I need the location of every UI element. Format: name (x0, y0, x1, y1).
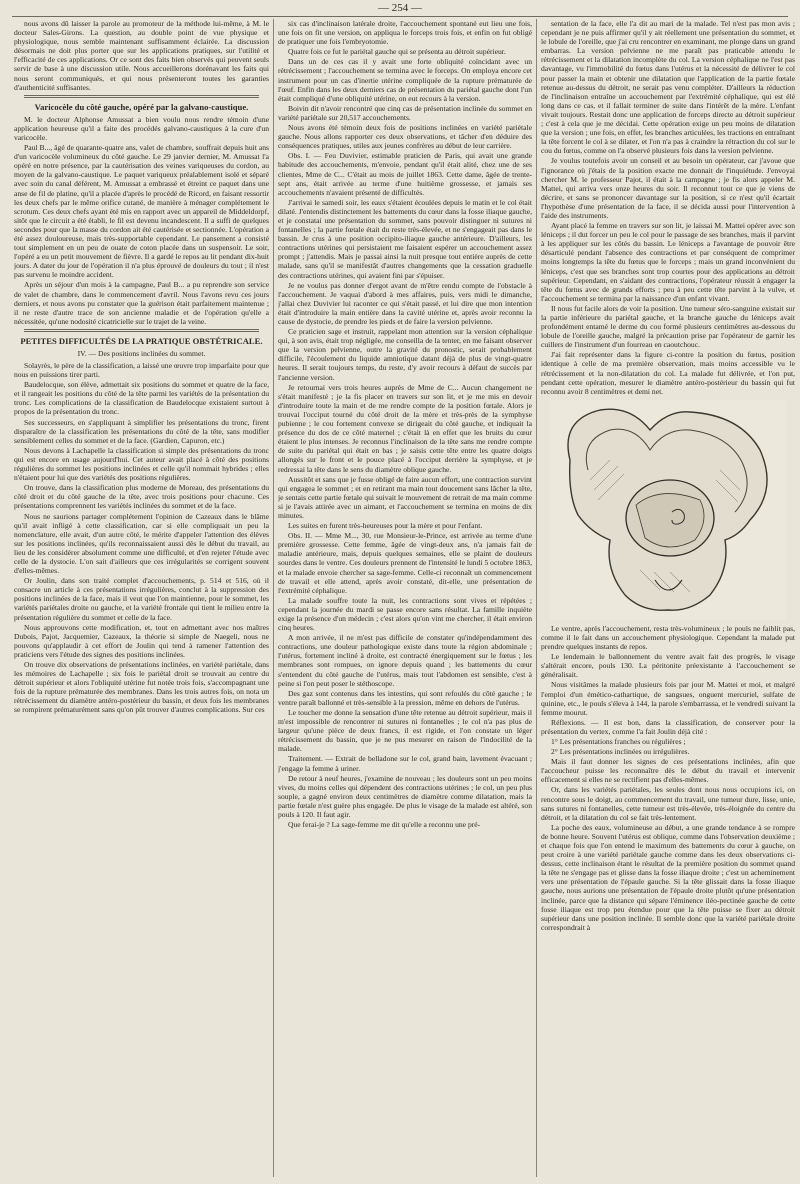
paragraph: Solayrès, le père de la classification, a laissé une œuvre trop imparfaite pour que nous en puissions tirer parti. (14, 361, 269, 380)
paragraph: Nous visitâmes la malade plusieurs fois par jour M. Mattei et moi, et malgré l'emploi d'un émético-cathartique, de sangsues, onguent mercuriel, sulfate de quinine, etc., le pouls s'éleva à 144, la parole s'embarrassa, et le vendredi suivant la femme mourut. (541, 680, 795, 717)
column-3 (541, 19, 795, 1179)
paragraph: Obs. II. — Mme M..., 30, rue Monsieur-le-Prince, est arrivée au terme d'une première grossesse. Cette femme, âgée de vingt-deux ans, n'a jamais fait de maladie antérieure, mais, depuis quelques semaines, elle se plaint de douleurs sourdes dans le ventre. Ces douleurs prennent de l'intensité le lundi 5 octobre 1863, et la malade envoie chercher sa sage-femme. Celle-ci reconnaît un commencement de travail et elle attend, après avoir constaté, dit-elle, une présentation de l'extrémité céphalique. (278, 531, 532, 595)
paragraph: Je ne voulus pas donner d'ergot avant de m'être rendu compte de l'obstacle à l'accouchement. Je vaquai d'abord à mes affaires, puis, vers midi le dimanche, j'allai chez Duvivier lui raconter ce qui s'était passé, et lui dire que mon intention était d'introduire la main entière dans la cavité utérine et, après avoir reconnu la cause de dystocie, de prendre les pieds et de faire la version pelvienne. (278, 280, 532, 326)
paragraph: Obs. I. — Feu Duvivier, estimable praticien de Paris, qui avait une grande habitude des accouchements, m'envoie, pendant qu'il était alité, chez une de ses clientes, Mme de C... C'était au mois de juillet 1863. Cette dame, âgée de trente-sept ans, était arrivée au terme d'une huitième grossesse, et jamais ses accouchements n'avaient présenté de difficultés. (278, 151, 532, 197)
paragraph: La poche des eaux, volumineuse au début, a une grande tendance à se rompre de bonne heure. Souvent l'utérus est oblique, comme dans l'observation deuxième ; et chaque fois que l'on entend le maximum des battements du cœur à gauche, on peut croire à une variété pariétale gauche comme dans les deux observations ci-dessus, cette inclinaison étant le résultat de la première position du sommet quand la tête ne s'engage pas et glisse dans la fosse iliaque droite ; c'est un acheminement vers une présentation de l'épaule gauche. Si la tête glissait dans la fosse iliaque gauche, nous aurions une présentation de l'épaule droite plutôt qu'une présentation inclinée, parce que la distance qui sépare l'éminence iléo-pectinée gauche de cette fosse iliaque est trop peu étendue pour que la tête puisse se fixer au détroit supérieur dans une position inclinée. Il semble donc que la variété pariétale droite correspondrait à (541, 822, 795, 932)
paragraph: sentation de la face, elle l'a dit au mari de la malade. Tel n'est pas mon avis ; cependant je ne puis affirmer qu'il y ait réellement une présentation du sommet, et le lobule de l'oreille, que j'ai cru rencontrer en examinant, me plonge dans un grand embarras. La version pelvienne ne me paraît pas praticable attendu le rétrécissement et la dilatation incomplète du col. La version céphalique ne l'est pas davantage, vu l'immobilité du fœtus dans l'utérus et la nécessité de délivrer le col pour passer la main et obtenir une dilatation que l'application de la partie fœtale retenue au-dessus du détroit, ne serait pas venu compléter. D'ailleurs la réduction de l'inclinaison entraîne un accouchement par l'extrémité céphalique, qui est élé long dans ce cas, et il fallait terminer de suite dans l'intérêt de la mère. L'enfant vivait toujours. Restait donc une application de forceps directe au détroit supérieur ; c'est à cela que je me décidai. Cette opération exige un peu moins de dilatation que la version ; une fois, en effet, les branches articulées, les tractions en entraînant la tête forcent le col à se dilater, et l'on n'a pas à craindre la rétraction du col sur le cou du fœtus, comme on l'a observé plusieurs fois dans la version pelvienne. (541, 19, 795, 156)
paragraph: Boivin dit n'avoir rencontré que cinq cas de présentation inclinée du sommet en variété pariétale sur 20,517 accouchements. (278, 103, 532, 122)
paragraph: Je voulus toutefois avoir un conseil et au besoin un opérateur, car j'avoue que l'ignorance où j'étais de la position exacte me donnait de l'inquiétude. J'envoyai chercher M. le professeur Pajot, il était à la campagne ; je fis alors appeler M. Mattei, qui arriva vers onze heures du soir. Il reconnut tout ce que je viens de décrire, et sans se prononcer davantage sur la position, si ce n'est qu'il écartait l'hypothèse d'une présentation de la face, il se décida aussi pour l'intervention à l'aide des instruments. (541, 156, 795, 220)
column-separator (273, 19, 274, 1177)
paragraph: La malade souffre toute la nuit, les contractions sont vives et répétées ; cependant la journée du mardi se passe encore sans résultat. La famille inquiète exige la présence d'un médecin ; c'est alors qu'on vint me chercher, il était environ cinq heures. (278, 595, 532, 633)
paragraph: Paul B..., âgé de quarante-quatre ans, valet de chambre, souffrait depuis huit ans d'un varicocèle volumineux du côté gauche. Le 29 janvier dernier, M. Amussat l'a opéré en notre présence, par la cautérisation des veines variqueuses du cordon, au moyen de la galvano-caustique. Le paquet variqueux préalablement isolé et séparé avec soin du canal déférent, M. Amussat a embrassé et étreint ce paquet dans une anse de fil de platine, qu'il a placée d'après le procédé de Ricord, en faisant ressortir les deux chefs par le même orifice cutané, de manière à ménager complétement le scrotum. Ces deux chefs ayant été mis en rapport avec un appareil de Middeldorpf, sitôt que le circuit a été établi, le fil est devenu incandescent. Il a suffi de quelques secondes pour que la masse du cordon ait été cautérisée et sectionnée. L'opération a été assez douloureuse, mais très-supportable cependant. Le pansement a consisté tout simplement en un peu de ouate de coton placée dans un suspensoir. Le soir, l'opéré a eu un petit mouvement de fièvre. Il a gardé le repos au lit pendant dix-huit jours. A dater du jour de l'opération il n'a plus éprouvé de douleurs du tout ; il n'est pas survenu le moindre accident. (14, 143, 269, 280)
paragraph: Baudelocque, son élève, admettait six positions du sommet et quatre de la face, et il rangeait les positions du côté de la tête parmi les variétés de la présentation du tronc. Les complications de la classification de Baudelocque existaient surtout à propos de la présentation du tronc. (14, 380, 269, 417)
paragraph: Les suites en furent très-heureuses pour la mère et pour l'enfant. (288, 521, 483, 531)
section-divider (24, 95, 259, 98)
section-title: PETITES DIFFICULTÉS DE LA PRATIQUE OBSTÉTRICALE. (20, 335, 263, 346)
section-title: Varicocèle du côté gauche, opéré par la galvano-caustique. (34, 101, 249, 112)
paragraph: Traitement. — Extrait de belladone sur le col, grand bain, lavement évacuant ; j'engage la femme à uriner. (278, 754, 532, 773)
paragraph: Je retournai vers trois heures auprès de Mme de C... Aucun changement ne s'était manifesté ; je la fis placer en travers sur son lit, et je me mis en devoir d'introduire toute la main et de me rendre compte de la position fœtale. Alors je trouvai l'occiput tourné du côté droit de la mère et très-près de la symphyse pubienne ; le cou fortement convexe se dirigeait du côté gauche, et indiquait la présence du dos de ce côté maternel ; c'était là en effet que les bruits du cœur étaient le plus intenses. Je reconnus l'inclinaison de la tête sans me rendre compte de suite du pariétal qui était en bas ; je saisis cette tête entre les quatre doigts allongés sur le front et le pouce placé à l'occiput derrière la symphyse, et je redressai la tête dans le sens du diamètre oblique gauche. (278, 382, 532, 474)
section-subtitle: IV. — Des positions inclinées du sommet. (77, 348, 206, 358)
paragraph: J'ai fait représenter dans la figure ci-contre la position du fœtus, position identique à celle de ma première observation, mais moins accessible vu le rétrécissement et la non-dilatation du col. La malade fut délivrée, et l'on put, pendant cette opération, mesurer le diamètre antéro-postérieur du bassin qui fut reconnu avoir 8 centimètres et demi net. (541, 350, 795, 396)
paragraph: Ce praticien sage et instruit, rappelant mon attention sur la version céphalique qui, à son avis, était trop négligée, me conseilla de la tenter, en me faisant observer que la version pelvienne, outre la gravité du pronostic, serait probablement difficile, l'écoulement du liquide amniotique datant déjà de plus de vingt-quatre heures. Il serait toujours temps, du reste, d'y avoir recours à défaut de succès par l'ancienne version. (278, 327, 532, 382)
paragraph: Il nous fut facile alors de voir la position. Une tumeur séro-sanguine existait sur la partie inférieure du pariétal gauche, et la branche gauche du léniceps avait profondément entamé le derme du cou formé plusieurs centimètres au-dessous du lobule de l'oreille gauche, malgré la précaution prise par l'opérateur de garnir les cuillers de l'instrument d'un fourreau en caoutchouc. (541, 303, 795, 350)
paragraph: Quatre fois ce fut le pariétal gauche qui se présenta au détroit supérieur. (288, 47, 506, 57)
fetal-face (636, 493, 704, 546)
paragraph: nous avons dû laisser la parole au promoteur de la méthode lui-même, à M. le docteur Sales-Girons. La question, au double point de vue physique et physiologique, nous semble maintenant suffisamment éclairée. La discussion désormais ne doit plus porter que sur les applications pratiques, sur l'utilité et l'efficacité de ces applications. Or ce sont des faits bien observés qui peuvent seuls servir de base à une discussion utile. Nous accueillerons dorénavant les faits qui nous seront communiqués, et qui nous présenteront toutes les garanties d'authenticité suffisantes. (14, 19, 269, 92)
page-number: — 254 — (378, 2, 422, 14)
paragraph: Dans un de ces cas il y avait une forte obliquité coïncidant avec un rétrécissement ; l'accouchement se termina avec le forceps. On employa encore cet instrument pour un cas d'inertie utérine compliquée de la rupture prématurée de l'œuf. Enfin dans les deux derniers cas de présentation du pariétal gauche dont l'un était compliqué d'une obliquité utérine, on eut recours à la version. (278, 57, 532, 103)
paragraph: On trouve, dans la classification plus moderne de Moreau, des présentations du côté droit et du côté gauche de la tête, avec trois positions pour chacune. Ces présentations comprennent les variétés inclinées du sommet et de la face. (14, 483, 269, 511)
paragraph: Le lendemain le ballonnement du ventre avait fait des progrès, le visage s'altérait encore, pouls 130. La péritonite préexistante à l'accouchement se généralisait. (541, 652, 795, 680)
paragraph: Le toucher me donne la sensation d'une tête retenue au détroit supérieur, mais il m'est impossible de rencontrer ni sutures ni fontanelles ; le col n'a pas plus de largeur qu'une pièce de deux francs, il est rigide, et l'on constate un léger rétrécissement du bassin, que je ne pus mesurer en raison de l'indocilité de la malade. (278, 707, 532, 754)
paragraph: A mon arrivée, il ne m'est pas difficile de constater qu'indépendamment des contractions, une douleur pathologique existe dans toute la région abdominale ; l'utérus, fortement incliné à droite, est contracté énergiquement sur le fœtus ; les membranes sont rompues, on ignore depuis quand ; les battements du cœur s'entendent du côté gauche de l'utérus, mais tout l'abdomen est sensible, c'est à peine si l'on peut poser le stéthoscope. (278, 633, 532, 688)
column-1 (14, 19, 269, 1179)
paragraph: Or, dans les variétés pariétales, les seules dont nous nous occupions ici, on rencontre sous le doigt, au commencement du travail, une tumeur dure, lisse, unie, sans sutures ni fontanelles, cette tumeur est très-élevée, très-éloignée du centre du détroit, et la dilatation du col se fait très-lentement. (541, 785, 795, 822)
paragraph: Aussitôt et sans que je fusse obligé de faire aucun effort, une contraction survint qui engagea le sommet ; et en retirant ma main tout doucement sans lâcher la tête, je sentais cette partie fœtale qui suivait le mouvement de retrait de ma main comme si je l'avais attirée avec un aimant, et l'accouchement se termina en moins de dix minutes. (278, 474, 532, 520)
header-rule (12, 16, 788, 17)
column-separator (536, 19, 537, 1177)
paragraph: Ses successeurs, en s'appliquant à simplifier les présentations du tronc, firent disparaître de la classification les présentations du côté de la tête, sans modifier sensiblement celles du sommet et de la face. (Gardien, Capuron, etc.) (14, 417, 269, 445)
paragraph: Or Joulin, dans son traité complet d'accouchements, p. 514 et 516, où il consacre un article à ces présentations irrégulières, conclut à la suppression des positions inclinées de la face, mais il veut que l'on maintienne, pour le sommet, les variétés pariétales droite ou gauche, et la variété frontale qui tient le milieu entre la présentation régulière du sommet et celle de la face. (14, 576, 269, 622)
paragraph: Nous avons été témoin deux fois de positions inclinées en variété pariétale gauche. Nous allons rapporter ces deux observations, et tâcher d'en déduire des conséquences pratiques, utiles aux jeunes confrères au début de leur carrière. (278, 123, 532, 151)
paragraph: M. le docteur Alphonse Amussat a bien voulu nous rendre témoin d'une application heureuse qu'il a faite des procédés galvano-caustiques à la cure d'un varicocèle. (14, 114, 269, 142)
section-divider (24, 329, 259, 332)
paragraph: Réflexions. — Il est bon, dans la classification, de conserver pour la présentation du vertex, comme l'a fait Joulin déjà cité : (541, 717, 795, 736)
paragraph: Le ventre, après l'accouchement, resta très-volumineux ; le pouls ne faiblit pas, comme il le fait dans un accouchement physiologique. Cependant la malade put prendre quelques instants de repos. (541, 623, 795, 652)
paragraph: J'arrivai le samedi soir, les eaux s'étaient écoulées depuis le matin et le col était dilaté. J'entendis distinctement les battements du cœur dans la fosse iliaque gauche, et je constatai une présentation du sommet, sans pouvoir distinguer ni sutures ni fontanelles ; la partie fœtale était du reste très-élevée, et ne s'engageait pas dans le bassin. Je crus à une position occipito-iliaque gauche antérieure. D'ailleurs, les contractions utérines qui persistaient me faisaient espérer un accouchement assez prompt ; j'attendis. Mais je passai ainsi la nuit presque tout entière auprès de cette malade, sans qu'il se manifestât d'autres changements que la cessation graduelle des contractions utérines, qui avaient fini par s'épuiser. (278, 197, 532, 280)
paragraph: Mais il faut donner les signes de ces présentations inclinées, afin que l'accoucheur puisse les reconnaître dès le début du travail et intervenir efficacement si elles ne se rectifient pas d'elles-mêmes. (541, 757, 795, 785)
paragraph: On trouve dix observations de présentations inclinées, en variété pariétale, dans les mémoires de Lachapelle ; six fois le pariétal droit se trouvait au centre du détroit supérieur et alors l'obliquité utérine fut notée trois fois, s'accompagnant une fois de la rupture prématurée des membranes. Dans les trois autres fois, on nota un rétrécissement du diamètre antéro-postérieur du bassin, et deux fois les membranes se rompirent prématurément sans qu'on pût trouver d'autres complications. Sur ces (14, 660, 269, 715)
paragraph: De retour à neuf heures, j'examine de nouveau ; les douleurs sont un peu moins vives, du moins celles qui dépendent des contractions utérines ; le col, un peu plus souple, a gagné environ deux centimètres de diamètre comme dilatation, mais la partie fœtale n'est guère plus engagée. De plus le visage de la malade est altéré, son pouls à 120. Il faut agir. (278, 773, 532, 819)
paragraph: Après un séjour d'un mois à la campagne, Paul B... a pu reprendre son service de valet de chambre, dans le commencement d'avril. Nous l'avons revu ces jours derniers, et nous avons pu constater que la guérison était parfaitement maintenue ; il ne reste d'autre trace de son ancienne maladie et de l'opération qu'elle a nécessitée, qu'une nodosité cicatricielle sur le trajet de la veine. (14, 280, 269, 326)
paragraph: Nous approuvons cette modification, et, tout en admettant avec nos maîtres Dubois, Pajot, Jacquemier, Cazeaux, la théorie si simple de Naegeli, nous ne pouvons qu'applaudir à cet effort de Joulin qui tend à ramener l'attention des praticiens vers l'étude des signes des positions inclinées. (14, 622, 269, 659)
paragraph: Ayant placé la femme en travers sur son lit, je laissai M. Mattei opérer avec son léniceps ; il dut forcer un peu le col pour le passage de ses branches, mais il parvint à les appliquer sur les côtés du bassin. Le léniceps a l'avantage de pouvoir être désarticulé pendant l'absence des contractions et par conséquent de comprimer moins longtemps la tête du fœtus que le forceps ; mais un grand inconvénient du léniceps, c'est que ses branches sont trop courtes pour des applications au détroit supérieur. Cependant, en s'aidant des contractions, l'opérateur réussit à engager la tête du fœtus avec de grands efforts ; peu à peu cette tête parvint à la vulve, et l'accouchement se termina par la naissance d'un enfant vivant. (541, 221, 795, 303)
paragraph: 1° Les présentations franches ou régulières ; (551, 736, 686, 746)
paragraph: six cas d'inclinaison latérale droite, l'accouchement spontané eut lieu une fois, une fois on fit une version, on appliqua le forceps trois fois, et enfin on fut obligé de pratiquer une fois l'embryotomie. (278, 19, 532, 47)
paragraph: Nous ne saurions partager complétement l'opinion de Cazeaux dans le blâme qu'il avait infligé à cette classification, car si elle compliquait un peu la nomenclature, elle avait, d'un autre côté, le mérite d'appeler l'attention des élèves sur les positions inclinées, qu'ils reconnaissaient aussi dès le début du travail, au lieu de les considérer absolument comme une difficulté, et d'en rejeter l'étude avec celle de la dystocie. L'on sait d'ailleurs que ces irrégularités se corrigent souvent d'elles-mêmes. (14, 511, 269, 576)
column-2 (278, 19, 532, 1179)
paragraph: Que ferai-je ? La sage-femme me dit qu'elle a reconnu une pré- (288, 820, 481, 830)
pelvis-fetus-figure (550, 400, 786, 620)
paragraph: Nous devons à Lachapelle la classification si simple des présentations du tronc qui est encore en usage aujourd'hui. Cet auteur avait placé à côté des positions régulières du sommet les positions inclinées et celle qu'il nommait hybrides ; elles n'étaient pour lui que des variétés des positions régulières. (14, 445, 269, 483)
paragraph: Des gaz sont contenus dans les intestins, qui sont refoulés du côté gauche ; le ventre paraît ballonné et très-sensible à la pression, même en dehors de l'utérus. (278, 688, 532, 707)
paragraph: 2° Les présentations inclinées ou irrégulières. (551, 747, 690, 757)
